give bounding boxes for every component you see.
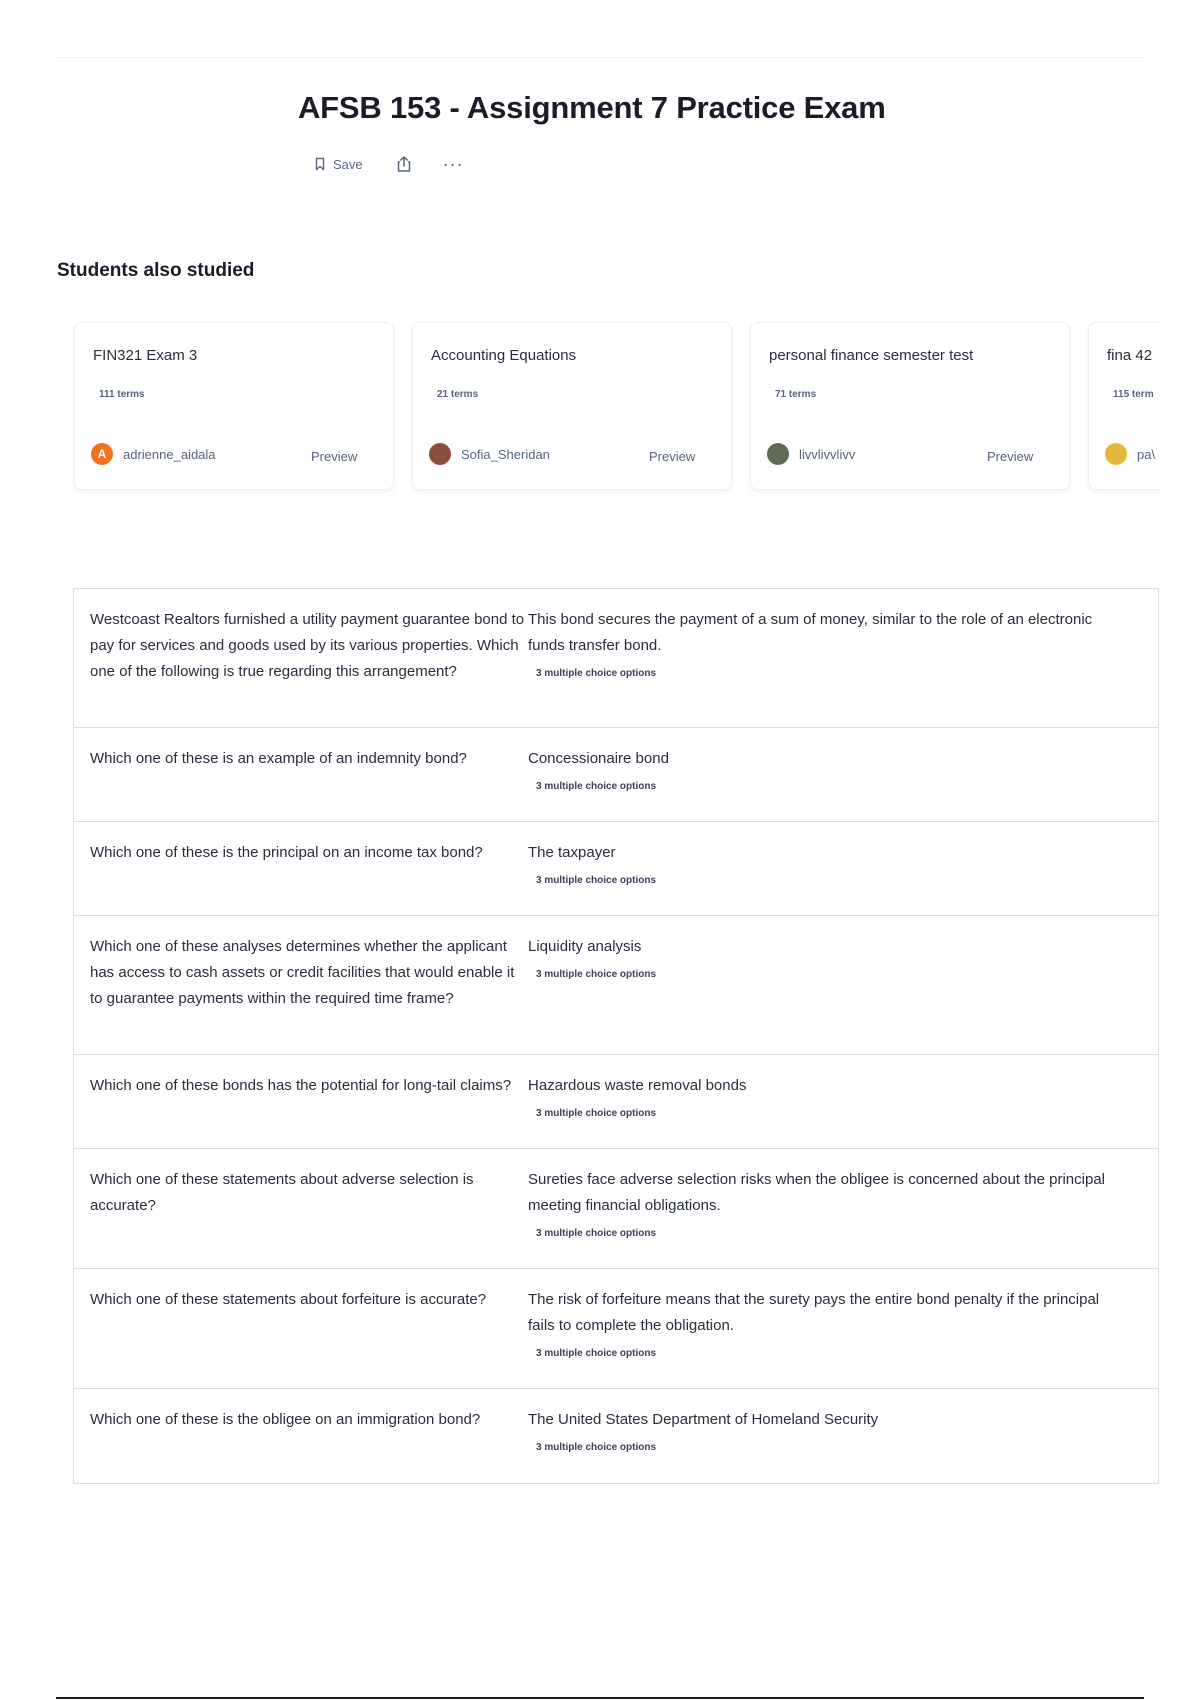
author-name: adrienne_aidala bbox=[123, 446, 216, 462]
table-row bbox=[74, 728, 1158, 822]
term-answer: The taxpayer bbox=[528, 844, 616, 861]
cards-track bbox=[70, 320, 1160, 492]
multiple-choice-note: 3 multiple choice options bbox=[536, 781, 657, 792]
save-label: Save bbox=[333, 156, 363, 172]
card-title[interactable]: fina 42 bbox=[1107, 347, 1153, 364]
bookmark-icon bbox=[315, 157, 325, 171]
students-also-studied-heading: Students also studied bbox=[57, 260, 255, 281]
study-set-card[interactable] bbox=[74, 322, 394, 490]
preview-button[interactable]: Preview bbox=[311, 449, 358, 464]
multiple-choice-note: 3 multiple choice options bbox=[536, 1228, 657, 1239]
term-answer: Concessionaire bond bbox=[528, 750, 669, 767]
term-answer: Liquidity analysis bbox=[528, 938, 642, 955]
top-divider bbox=[56, 57, 1144, 58]
page-title: AFSB 153 - Assignment 7 Practice Exam bbox=[298, 90, 886, 125]
term-answer-cell bbox=[528, 822, 1158, 915]
card-author[interactable] bbox=[1105, 443, 1155, 465]
card-term-count: 115 term bbox=[1113, 389, 1154, 400]
term-answer: The risk of forfeiture means that the surety pays the entire bond penalty if the principal fails to complete the obligation. bbox=[528, 1291, 1100, 1334]
term-answer: This bond secures the payment of a sum of money, similar to the role of an electronic funds transfer bond. bbox=[528, 611, 1093, 654]
author-name: livvlivvlivv bbox=[799, 446, 856, 462]
author-name: Sofia_Sheridan bbox=[461, 446, 550, 462]
term-question: Which one of these is an example of an indemnity bond? bbox=[90, 750, 467, 767]
term-answer-cell bbox=[528, 1389, 1158, 1483]
table-row bbox=[74, 916, 1158, 1055]
multiple-choice-note: 3 multiple choice options bbox=[536, 1442, 657, 1453]
multiple-choice-note: 3 multiple choice options bbox=[536, 969, 657, 980]
term-answer: Sureties face adverse selection risks when the obligee is concerned about the principal meeting financial obligations. bbox=[528, 1171, 1106, 1214]
study-set-card[interactable] bbox=[412, 322, 732, 490]
card-term-count: 111 terms bbox=[99, 389, 145, 400]
avatar bbox=[429, 443, 451, 465]
card-author[interactable] bbox=[91, 443, 216, 465]
multiple-choice-note: 3 multiple choice options bbox=[536, 875, 657, 886]
card-author[interactable] bbox=[767, 443, 855, 465]
term-question: Which one of these is the obligee on an immigration bond? bbox=[90, 1411, 481, 1428]
table-row bbox=[74, 589, 1158, 728]
table-row bbox=[74, 1389, 1158, 1483]
set-toolbar bbox=[315, 152, 464, 176]
term-answer: The United States Department of Homeland Security bbox=[528, 1411, 879, 1428]
avatar bbox=[1105, 443, 1127, 465]
table-row bbox=[74, 1055, 1158, 1149]
term-answer-cell bbox=[528, 589, 1158, 727]
bottom-divider bbox=[56, 1697, 1144, 1699]
multiple-choice-note: 3 multiple choice options bbox=[536, 668, 657, 679]
author-name: pa\ bbox=[1137, 446, 1156, 462]
multiple-choice-note: 3 multiple choice options bbox=[536, 1348, 657, 1359]
terms-table bbox=[73, 588, 1159, 1484]
study-set-card[interactable] bbox=[750, 322, 1070, 490]
term-question: Which one of these statements about forfeiture is accurate? bbox=[90, 1291, 487, 1308]
term-answer: Hazardous waste removal bonds bbox=[528, 1077, 747, 1094]
preview-button[interactable]: Preview bbox=[649, 449, 696, 464]
save-button[interactable] bbox=[315, 157, 363, 172]
share-icon bbox=[395, 155, 413, 173]
term-answer-cell bbox=[528, 1269, 1158, 1388]
card-title[interactable]: personal finance semester test bbox=[769, 347, 974, 364]
term-question: Which one of these bonds has the potential for long-tail claims? bbox=[90, 1077, 512, 1094]
study-set-card[interactable] bbox=[1088, 322, 1160, 490]
avatar bbox=[767, 443, 789, 465]
term-question: Which one of these is the principal on an income tax bond? bbox=[90, 844, 483, 861]
card-term-count: 71 terms bbox=[775, 389, 817, 400]
preview-button[interactable]: Preview bbox=[987, 449, 1034, 464]
avatar: A bbox=[91, 443, 113, 465]
more-icon: ··· bbox=[442, 153, 464, 174]
more-options-button[interactable] bbox=[443, 154, 464, 175]
card-term-count: 21 terms bbox=[437, 389, 479, 400]
also-studied-carousel bbox=[70, 320, 1160, 496]
term-question: Westcoast Realtors furnished a utility payment guarantee bond to pay for services and goods used by its various properties. Which one of the following is true regarding this arrangement? bbox=[90, 611, 525, 680]
table-row bbox=[74, 1149, 1158, 1269]
multiple-choice-note: 3 multiple choice options bbox=[536, 1108, 657, 1119]
card-title[interactable]: FIN321 Exam 3 bbox=[93, 347, 198, 364]
table-row bbox=[74, 822, 1158, 916]
term-question: Which one of these analyses determines whether the applicant has access to cash assets or credit facilities that would enable it to guarantee payments within the required time frame? bbox=[90, 938, 515, 1007]
table-row bbox=[74, 1269, 1158, 1389]
term-question: Which one of these statements about adverse selection is accurate? bbox=[90, 1171, 474, 1214]
term-answer-cell bbox=[528, 1055, 1158, 1148]
card-title[interactable]: Accounting Equations bbox=[431, 347, 577, 364]
term-answer-cell bbox=[528, 1149, 1158, 1268]
share-button[interactable] bbox=[395, 155, 413, 173]
card-author[interactable] bbox=[429, 443, 550, 465]
term-answer-cell bbox=[528, 728, 1158, 821]
term-answer-cell bbox=[528, 916, 1158, 1054]
